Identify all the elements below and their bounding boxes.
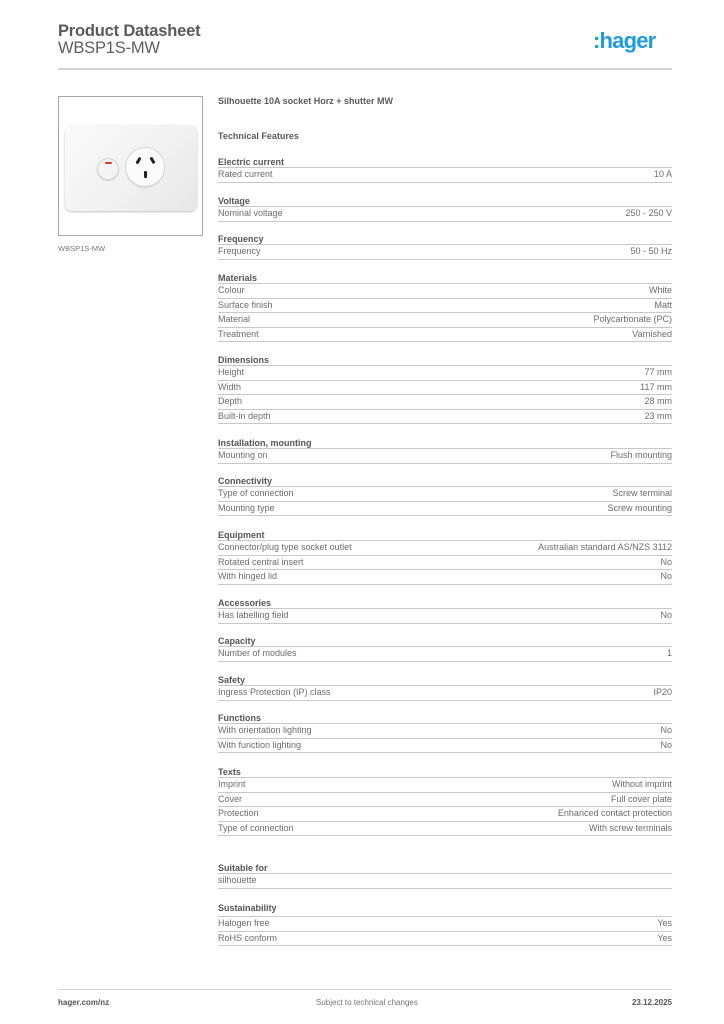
spec-label: Width (218, 381, 242, 392)
spec-value: 50 - 50 Hz (630, 246, 672, 256)
spec-value: Matt (654, 299, 672, 310)
spec-section (218, 597, 672, 624)
hager-logo: :hager (593, 28, 656, 53)
spec-section (218, 156, 672, 183)
spec-label: Surface finish (218, 299, 273, 310)
spec-value: Without imprint (611, 779, 672, 789)
wall-plate (65, 125, 197, 211)
spec-row (218, 822, 672, 837)
spec-row (218, 686, 672, 701)
spec-label: Frequency (218, 246, 261, 256)
spec-heading: Dimensions (218, 354, 672, 366)
spec-value: No (660, 725, 672, 735)
spec-label: Material (218, 314, 251, 325)
spec-value: No (660, 556, 672, 567)
spec-heading: Installation, mounting (218, 437, 672, 449)
spec-label: Depth (218, 396, 243, 407)
spec-row (218, 502, 672, 517)
spec-row (218, 381, 672, 396)
spec-label: Treatment (218, 328, 259, 339)
spec-value: 23 mm (644, 410, 672, 421)
spec-row (218, 793, 672, 808)
spec-row (218, 245, 672, 260)
spec-row (218, 778, 672, 793)
spec-value: No (660, 739, 672, 750)
spec-label: Imprint (218, 779, 246, 789)
image-caption: WBSP1S-MW (58, 244, 106, 253)
spec-value: With screw terminals (588, 822, 672, 833)
spec-row (218, 328, 672, 343)
spec-value: IP20 (653, 687, 672, 697)
spec-row (218, 366, 672, 381)
spec-label: Mounting type (218, 502, 275, 513)
spec-value: Enhanced contact protection (557, 808, 672, 819)
spec-label: Number of modules (218, 648, 297, 658)
spec-label: With hinged lid (218, 571, 278, 582)
spec-heading: Accessories (218, 597, 672, 609)
spec-row (218, 168, 672, 183)
footer-date: 23.12.2025 (631, 998, 672, 1007)
spec-heading: Electric current (218, 156, 672, 168)
spec-row (218, 570, 672, 585)
spec-value: Screw mounting (607, 502, 672, 513)
spec-row (218, 541, 672, 556)
spec-label: Cover (218, 793, 243, 804)
spec-label: Halogen free (218, 918, 270, 928)
spec-label: silhouette (218, 875, 257, 885)
spec-label: Connector/plug type socket outlet (218, 542, 352, 552)
footer-divider (58, 989, 672, 990)
page-title: Product Datasheet (58, 22, 201, 40)
spec-label: Type of connection (218, 822, 294, 833)
spec-row (218, 299, 672, 314)
spec-heading: Voltage (218, 195, 672, 207)
spec-section (218, 902, 672, 946)
spec-heading: Capacity (218, 635, 672, 647)
spec-value: 28 mm (644, 396, 672, 407)
spec-label: Mounting on (218, 450, 268, 460)
spec-row (218, 207, 672, 222)
switch-indicator-icon (105, 162, 112, 164)
spec-row (218, 874, 672, 889)
socket-pin-earth (144, 171, 147, 178)
spec-heading: Safety (218, 674, 672, 686)
spec-heading: Functions (218, 712, 672, 724)
product-name: Silhouette 10A socket Horz + shutter MW (218, 96, 393, 106)
spec-row (218, 395, 672, 410)
spec-heading: Sustainability (218, 902, 672, 917)
spec-row (218, 807, 672, 822)
spec-value: 1 (666, 648, 672, 658)
spec-label: Protection (218, 808, 259, 819)
header-divider (58, 68, 672, 70)
spec-section (218, 195, 672, 222)
spec-label: Rated current (218, 169, 273, 179)
spec-row (218, 556, 672, 571)
spec-section (218, 862, 672, 889)
spec-row (218, 284, 672, 299)
socket-pin-active (135, 157, 141, 164)
spec-value: Yes (657, 932, 672, 943)
spec-row (218, 739, 672, 754)
spec-value: 117 mm (640, 381, 672, 392)
spec-value: 250 - 250 V (625, 208, 672, 218)
spec-value: 77 mm (644, 367, 672, 377)
spec-label: RoHS conform (218, 932, 278, 943)
spec-section (218, 529, 672, 585)
spec-row (218, 932, 672, 947)
spec-value: Yes (657, 918, 672, 928)
spec-value: Varnished (632, 328, 672, 339)
spec-section (218, 233, 672, 260)
spec-section (218, 437, 672, 464)
spec-section (218, 766, 672, 836)
spec-heading: Suitable for (218, 862, 672, 874)
spec-section (218, 635, 672, 662)
spec-section (218, 272, 672, 342)
spec-value: No (660, 610, 672, 620)
spec-value: Flush mounting (610, 450, 672, 460)
switch-icon (97, 158, 119, 180)
spec-heading: Equipment (218, 529, 672, 541)
socket-pin-neutral (149, 157, 155, 164)
spec-label: Built-in depth (218, 410, 271, 421)
product-code: WBSP1S-MW (58, 39, 160, 57)
spec-value: 10 A (653, 169, 672, 179)
spec-label: Height (218, 367, 245, 377)
product-image (58, 96, 203, 236)
spec-row (218, 410, 672, 425)
spec-value: Screw terminal (612, 488, 672, 498)
spec-value: Polycarbonate (PC) (593, 314, 672, 325)
spec-row (218, 647, 672, 662)
spec-heading: Frequency (218, 233, 672, 245)
spec-section (218, 674, 672, 701)
spec-heading: Materials (218, 272, 672, 284)
footer-website: hager.com/nz (58, 998, 110, 1007)
spec-label: Has labelling field (218, 610, 289, 620)
spec-heading: Connectivity (218, 475, 672, 487)
spec-row (218, 313, 672, 328)
spec-label: Ingress Protection (IP) class (218, 687, 331, 697)
spec-label: With function lighting (218, 739, 302, 750)
spec-section (218, 354, 672, 424)
power-socket-icon (125, 147, 165, 187)
spec-row (218, 724, 672, 739)
spec-row (218, 609, 672, 624)
spec-row (218, 449, 672, 464)
spec-value: White (648, 285, 672, 295)
footer-notice: Subject to technical changes (316, 998, 418, 1007)
spec-value: No (660, 571, 672, 582)
spec-label: Nominal voltage (218, 208, 283, 218)
spec-row (218, 487, 672, 502)
spec-value: Australian standard AS/NZS 3112 (538, 542, 672, 552)
technical-features-title: Technical Features (218, 131, 299, 141)
spec-label: With orientation lighting (218, 725, 312, 735)
spec-label: Rotated central insert (218, 556, 304, 567)
spec-row (218, 917, 672, 932)
spec-value: Full cover plate (610, 793, 672, 804)
spec-section (218, 475, 672, 516)
spec-label: Type of connection (218, 488, 294, 498)
spec-heading: Texts (218, 766, 672, 778)
spec-section (218, 712, 672, 753)
spec-label: Colour (218, 285, 245, 295)
